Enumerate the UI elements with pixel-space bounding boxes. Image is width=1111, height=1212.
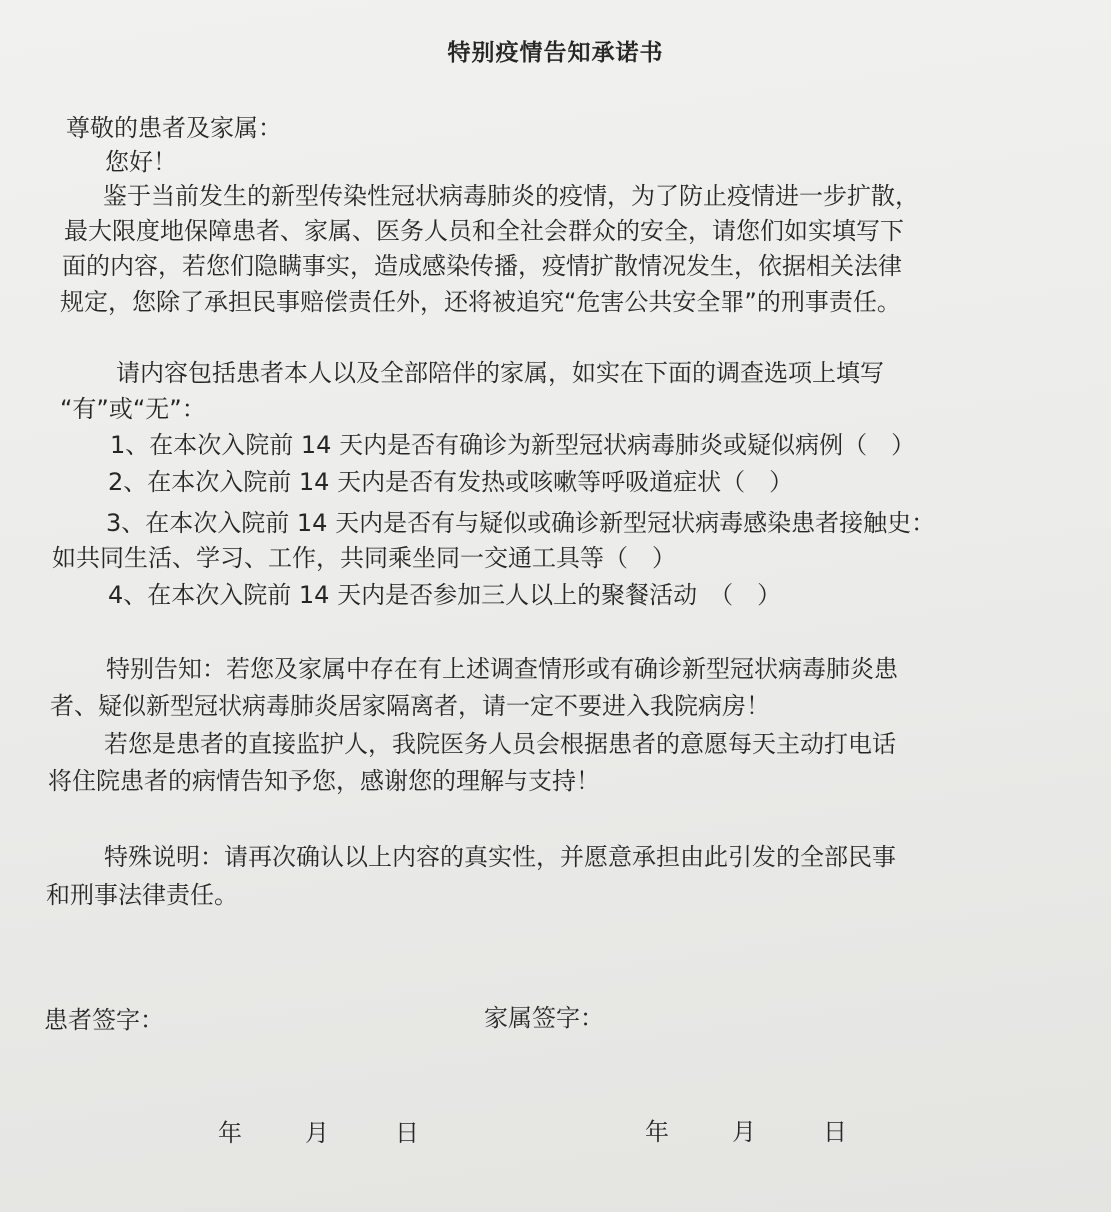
document-title: 特别疫情告知承诺书 — [447, 40, 664, 66]
family-date-day: 日 — [823, 1118, 847, 1146]
family-date-month: 月 — [732, 1118, 756, 1146]
notice-line-2: 者、疑似新型冠状病毒肺炎居家隔离者，请一定不要进入我院病房！ — [50, 692, 770, 720]
intro-line-4: 规定，您除了承担民事赔偿责任外，还将被追究“危害公共安全罪”的刑事责任。 — [60, 288, 901, 316]
family-signature-label: 家属签字： — [484, 1004, 604, 1032]
statement-line-2: 和刑事法律责任。 — [46, 881, 238, 909]
patient-date-year: 年 — [218, 1119, 242, 1147]
instruction-line-1: 请内容包括患者本人以及全部陪伴的家属，如实在下面的调查选项上填写 — [116, 359, 884, 387]
intro-line-3: 面的内容，若您们隐瞒事实，造成感染传播，疫情扩散情况发生，依据相关法律 — [62, 252, 902, 280]
family-date-year: 年 — [645, 1118, 669, 1146]
notice-line-4: 将住院患者的病情告知予您，感谢您的理解与支持！ — [48, 767, 600, 795]
patient-signature-label: 患者签字： — [44, 1006, 164, 1034]
question-1: 1、在本次入院前 14 天内是否有确诊为新型冠状病毒肺炎或疑似病例（ ） — [110, 431, 916, 459]
patient-date-day: 日 — [395, 1119, 419, 1147]
question-2: 2、在本次入院前 14 天内是否有发热或咳嗽等呼吸道症状（ ） — [108, 468, 794, 496]
question-4: 4、在本次入院前 14 天内是否参加三人以上的聚餐活动 （ ） — [108, 581, 782, 609]
instruction-line-2: “有”或“无”： — [60, 395, 206, 423]
greeting: 您好！ — [105, 148, 177, 176]
notice-line-1: 特别告知：若您及家属中存在有上述调查情形或有确诊新型冠状病毒肺炎患 — [106, 655, 898, 683]
intro-line-1: 鉴于当前发生的新型传染性冠状病毒肺炎的疫情，为了防止疫情进一步扩散， — [103, 182, 919, 210]
patient-date-month: 月 — [305, 1119, 329, 1147]
intro-line-2: 最大限度地保障患者、家属、医务人员和全社会群众的安全，请您们如实填写下 — [64, 217, 904, 245]
question-3-continued: 如共同生活、学习、工作，共同乘坐同一交通工具等（ ） — [52, 544, 676, 572]
notice-line-3: 若您是患者的直接监护人，我院医务人员会根据患者的意愿每天主动打电话 — [104, 730, 896, 758]
question-3: 3、在本次入院前 14 天内是否有与疑似或确诊新型冠状病毒感染患者接触史： — [106, 509, 936, 537]
statement-line-1: 特殊说明：请再次确认以上内容的真实性，并愿意承担由此引发的全部民事 — [104, 843, 896, 871]
salutation: 尊敬的患者及家属： — [66, 114, 282, 142]
